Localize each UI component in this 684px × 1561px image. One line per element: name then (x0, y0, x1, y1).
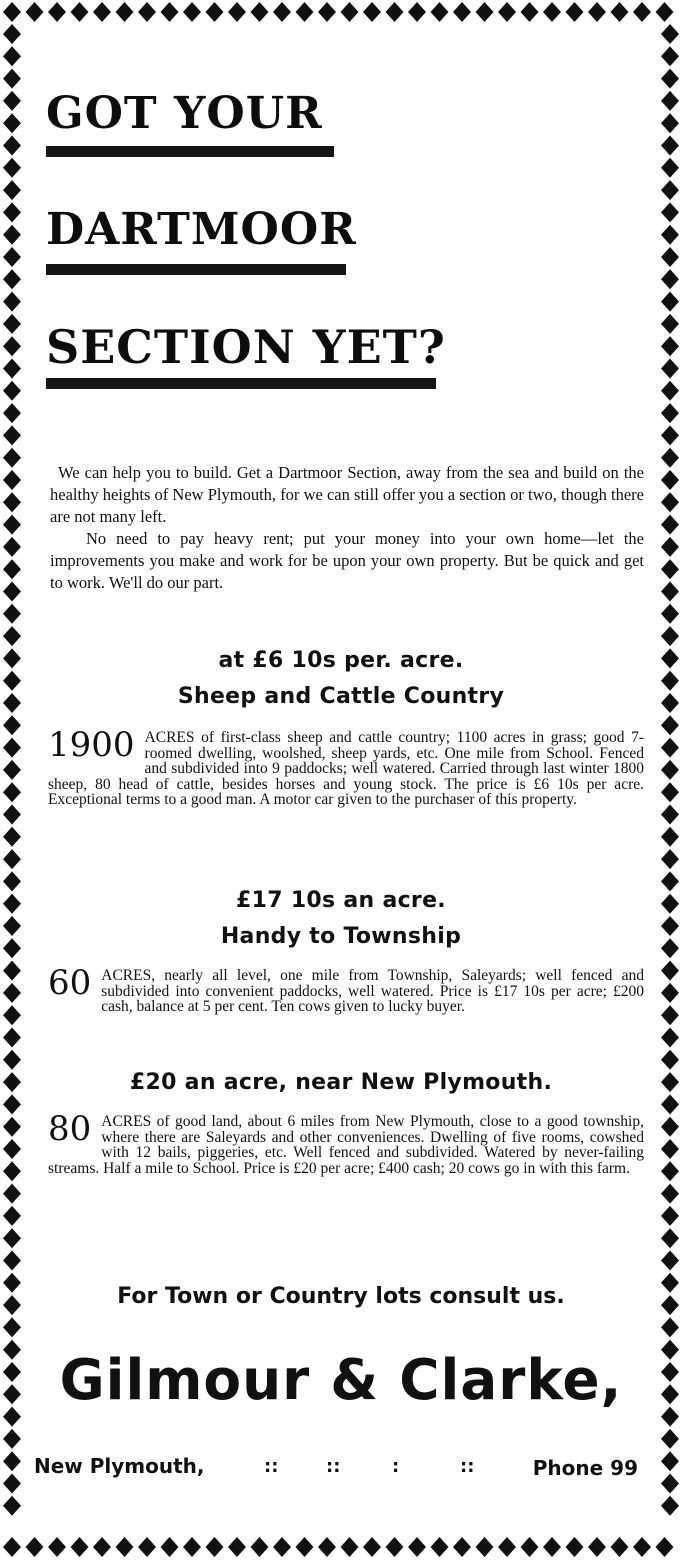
border-diamond (3, 359, 21, 379)
border-diamond (661, 1161, 679, 1181)
border-diamond (453, 2, 471, 22)
border-diamond (3, 715, 21, 735)
separator-2: :: (326, 1456, 341, 1477)
border-diamond (633, 1537, 651, 1557)
border-diamond (543, 2, 561, 22)
consult-line: For Town or Country lots consult us. (117, 1284, 565, 1309)
border-diamond (296, 1537, 314, 1557)
border-diamond (588, 1537, 606, 1557)
border-diamond (93, 1537, 111, 1557)
border-diamond (3, 760, 21, 780)
separator-3: : (392, 1456, 400, 1477)
border-diamond (3, 158, 21, 178)
border-diamond (476, 2, 494, 22)
border-diamond (661, 69, 679, 89)
border-diamond (431, 1537, 449, 1557)
border-diamond (161, 1537, 179, 1557)
border-diamond (661, 292, 679, 312)
border-diamond (3, 1384, 21, 1404)
border-diamond (26, 2, 44, 22)
border-diamond (116, 1537, 134, 1557)
border-diamond (3, 314, 21, 334)
border-diamond (3, 225, 21, 245)
border-diamond (296, 2, 314, 22)
intro-text (50, 462, 644, 594)
border-diamond (661, 849, 679, 869)
border-diamond (251, 2, 269, 22)
border-diamond (3, 269, 21, 289)
border-diamond (273, 1537, 291, 1557)
border-diamond (3, 1050, 21, 1070)
border-diamond (633, 2, 651, 22)
border-diamond (3, 1273, 21, 1293)
border-diamond (26, 1537, 44, 1557)
border-diamond (661, 1474, 679, 1494)
border-diamond (476, 1537, 494, 1557)
border-diamond (3, 1340, 21, 1360)
listing-3 (48, 1109, 644, 1177)
headline-line-3: SECTION YET? (46, 320, 446, 374)
border-diamond (3, 1251, 21, 1271)
border-diamond (661, 24, 679, 44)
border-diamond (3, 113, 21, 133)
border-diamond (3, 693, 21, 713)
border-diamond (3, 492, 21, 512)
border-diamond (3, 1362, 21, 1382)
border-diamond (661, 693, 679, 713)
border-diamond (661, 1228, 679, 1248)
border-diamond (3, 1028, 21, 1048)
border-diamond (3, 1496, 21, 1516)
border-diamond (661, 582, 679, 602)
border-diamond (3, 470, 21, 490)
border-diamond (3, 292, 21, 312)
border-diamond (661, 46, 679, 66)
border-diamond (3, 1317, 21, 1337)
listing-1-acres-number: 1900 (48, 725, 135, 765)
border-diamond (453, 1537, 471, 1557)
border-diamond (183, 2, 201, 22)
border-diamond (661, 1028, 679, 1048)
border-diamond (3, 559, 21, 579)
border-diamond (116, 2, 134, 22)
border-diamond (3, 1005, 21, 1025)
border-diamond (3, 1206, 21, 1226)
border-diamond (251, 1537, 269, 1557)
border-diamond (3, 961, 21, 981)
border-diamond (498, 1537, 516, 1557)
border-diamond (3, 938, 21, 958)
border-diamond (318, 1537, 336, 1557)
headline-rule-2 (46, 264, 346, 275)
intro-paragraph-2: No need to pay heavy rent; put your money into your own home—let the improvements you make and work for be upon your own property. But be quick and get to work. We'll do our part. (50, 529, 644, 592)
border-diamond (3, 1139, 21, 1159)
headline-line-1: GOT YOUR (46, 88, 323, 139)
town-name: New Plymouth, (34, 1454, 205, 1478)
listing-2-description: ACRES, nearly all level, one mile from Township, Saleyards; well fenced and subdivided into convenient paddocks, well watered. Price is £17 10s per acre; £200 cash, balance at 5 per cent. Ten cows given to lucky buyer. (101, 967, 644, 1016)
border-diamond (408, 2, 426, 22)
border-diamond (656, 1537, 674, 1557)
border-diamond (661, 1094, 679, 1114)
border-diamond (363, 2, 381, 22)
separator-4: :: (460, 1456, 475, 1477)
border-diamond (48, 1537, 66, 1557)
border-diamond (3, 515, 21, 535)
border-diamond (661, 1407, 679, 1427)
headline-rule-1 (46, 146, 334, 157)
border-diamond (3, 894, 21, 914)
border-diamond (661, 492, 679, 512)
border-diamond (341, 2, 359, 22)
border-diamond (661, 515, 679, 535)
border-diamond (3, 247, 21, 267)
border-diamond (3, 180, 21, 200)
border-diamond (521, 2, 539, 22)
border-diamond (3, 381, 21, 401)
border-diamond (3, 1451, 21, 1471)
border-diamond (661, 1251, 679, 1271)
firm-name: Gilmour & Clarke, (59, 1348, 623, 1413)
border-diamond (318, 2, 336, 22)
border-diamond (661, 715, 679, 735)
border-diamond (3, 827, 21, 847)
intro-paragraph-1: We can help you to build. Get a Dartmoor Section, away from the sea and build on the healthy heights of New Plymouth, for we can still offer you a section or two, though there are not many left. (50, 463, 644, 526)
border-diamond (661, 1117, 679, 1137)
border-diamond (661, 1273, 679, 1293)
headline-rule-3 (46, 378, 436, 389)
border-diamond (661, 158, 679, 178)
border-diamond (93, 2, 111, 22)
border-diamond (661, 983, 679, 1003)
border-diamond (661, 1362, 679, 1382)
border-diamond (661, 1005, 679, 1025)
border-diamond (408, 1537, 426, 1557)
headline-line-2: DARTMOOR (46, 204, 357, 255)
border-diamond (588, 2, 606, 22)
border-diamond (48, 2, 66, 22)
listing-3-price: £20 an acre, near New Plymouth. (129, 1070, 553, 1095)
border-diamond (661, 359, 679, 379)
border-diamond (543, 1537, 561, 1557)
border-diamond (661, 448, 679, 468)
border-diamond (3, 1474, 21, 1494)
border-diamond (431, 2, 449, 22)
border-diamond (611, 2, 629, 22)
footer (32, 1454, 650, 1488)
border-diamond (661, 247, 679, 267)
border-diamond (3, 425, 21, 445)
listing-1-price: at £6 10s per. acre. (218, 648, 464, 673)
border-diamond (71, 2, 89, 22)
border-diamond (138, 1537, 156, 1557)
border-diamond (661, 403, 679, 423)
border-diamond (3, 648, 21, 668)
border-diamond (661, 938, 679, 958)
border-diamond (661, 827, 679, 847)
border-diamond (661, 760, 679, 780)
border-diamond (661, 381, 679, 401)
border-diamond (3, 1072, 21, 1092)
border-diamond (3, 983, 21, 1003)
phone-number: Phone 99 (532, 1456, 638, 1480)
border-diamond (661, 871, 679, 891)
border-diamond (521, 1537, 539, 1557)
border-diamond (3, 582, 21, 602)
border-diamond (206, 1537, 224, 1557)
border-diamond (3, 2, 21, 22)
border-diamond (138, 2, 156, 22)
border-diamond (3, 1094, 21, 1114)
border-diamond (3, 1429, 21, 1449)
border-diamond (661, 314, 679, 334)
border-diamond (3, 202, 21, 222)
border-diamond (661, 648, 679, 668)
border-diamond (363, 1537, 381, 1557)
border-diamond (3, 136, 21, 156)
border-diamond (661, 269, 679, 289)
border-diamond (661, 671, 679, 691)
border-diamond (3, 1407, 21, 1427)
advertisement (32, 24, 650, 1536)
border-diamond (661, 1384, 679, 1404)
border-diamond (3, 537, 21, 557)
border-diamond (566, 2, 584, 22)
border-diamond (3, 782, 21, 802)
border-diamond (3, 91, 21, 111)
border-diamond (228, 2, 246, 22)
border-diamond (661, 1184, 679, 1204)
border-diamond (3, 1537, 21, 1557)
border-diamond (3, 1117, 21, 1137)
border-diamond (661, 1072, 679, 1092)
border-diamond (661, 1340, 679, 1360)
border-diamond (661, 559, 679, 579)
listing-2-acres-number: 60 (48, 963, 92, 1003)
border-diamond (3, 1161, 21, 1181)
border-diamond (661, 738, 679, 758)
border-diamond (228, 1537, 246, 1557)
border-diamond (661, 805, 679, 825)
border-diamond (661, 180, 679, 200)
border-diamond (661, 336, 679, 356)
listing-1-type: Sheep and Cattle Country (177, 684, 505, 709)
border-diamond (661, 604, 679, 624)
border-diamond (71, 1537, 89, 1557)
border-diamond (661, 1496, 679, 1516)
border-diamond (3, 805, 21, 825)
border-diamond (3, 671, 21, 691)
border-diamond (661, 626, 679, 646)
border-diamond (661, 1295, 679, 1315)
border-diamond (206, 2, 224, 22)
border-diamond (161, 2, 179, 22)
border-diamond (661, 136, 679, 156)
listing-2-type: Handy to Township (220, 924, 462, 949)
border-diamond (661, 470, 679, 490)
border-diamond (3, 916, 21, 936)
border-diamond (661, 91, 679, 111)
border-diamond (656, 2, 674, 22)
listing-3-acres-number: 80 (48, 1109, 92, 1149)
border-diamond (661, 1139, 679, 1159)
border-diamond (611, 1537, 629, 1557)
border-diamond (566, 1537, 584, 1557)
border-diamond (661, 782, 679, 802)
border-diamond (3, 871, 21, 891)
border-diamond (341, 1537, 359, 1557)
listing-1 (48, 725, 644, 809)
border-diamond (661, 537, 679, 557)
listing-2 (48, 963, 644, 1016)
border-diamond (3, 738, 21, 758)
border-diamond (3, 1295, 21, 1315)
listing-1-description: ACRES of first-class sheep and cattle country; 1100 acres in grass; good 7-roomed dwelling, woolshed, sheep yards, etc. One mile from School. Fenced and subdivided into 9 paddocks; well watered. Carried through last winter 1800 sheep, 80 head of cattle, besides horses and young stock. The price is £6 10s per acre. Exceptional terms to a good man. A motor car given to the purchaser of this property. (48, 729, 644, 809)
border-diamond (3, 24, 21, 44)
border-diamond (661, 1050, 679, 1070)
border-diamond (3, 849, 21, 869)
border-diamond (3, 448, 21, 468)
border-diamond (498, 2, 516, 22)
listing-3-description: ACRES of good land, about 6 miles from New Plymouth, close to a good township, where there are Saleyards and other conveniences. Dwelling of five rooms, cowshed with 12 bails, piggeries, etc. Well fenced and subdivided. Watered by never-failing streams. Half a mile to School. Price is £20 per acre; £400 cash; 20 cows go in with this farm. (48, 1113, 644, 1177)
border-diamond (3, 604, 21, 624)
border-diamond (3, 403, 21, 423)
border-diamond (661, 1429, 679, 1449)
border-diamond (3, 69, 21, 89)
border-diamond (661, 425, 679, 445)
border-diamond (661, 1451, 679, 1471)
border-diamond (273, 2, 291, 22)
border-diamond (661, 113, 679, 133)
border-diamond (661, 202, 679, 222)
border-diamond (661, 1317, 679, 1337)
border-diamond (183, 1537, 201, 1557)
border-diamond (661, 961, 679, 981)
separator-1: :: (264, 1456, 279, 1477)
border-diamond (661, 225, 679, 245)
border-diamond (386, 2, 404, 22)
border-diamond (661, 894, 679, 914)
border-diamond (661, 1206, 679, 1226)
listing-2-price: £17 10s an acre. (236, 888, 446, 913)
border-diamond (661, 916, 679, 936)
border-diamond (3, 46, 21, 66)
border-diamond (386, 1537, 404, 1557)
border-diamond (3, 336, 21, 356)
border-diamond (3, 1184, 21, 1204)
border-diamond (3, 626, 21, 646)
border-diamond (3, 1228, 21, 1248)
